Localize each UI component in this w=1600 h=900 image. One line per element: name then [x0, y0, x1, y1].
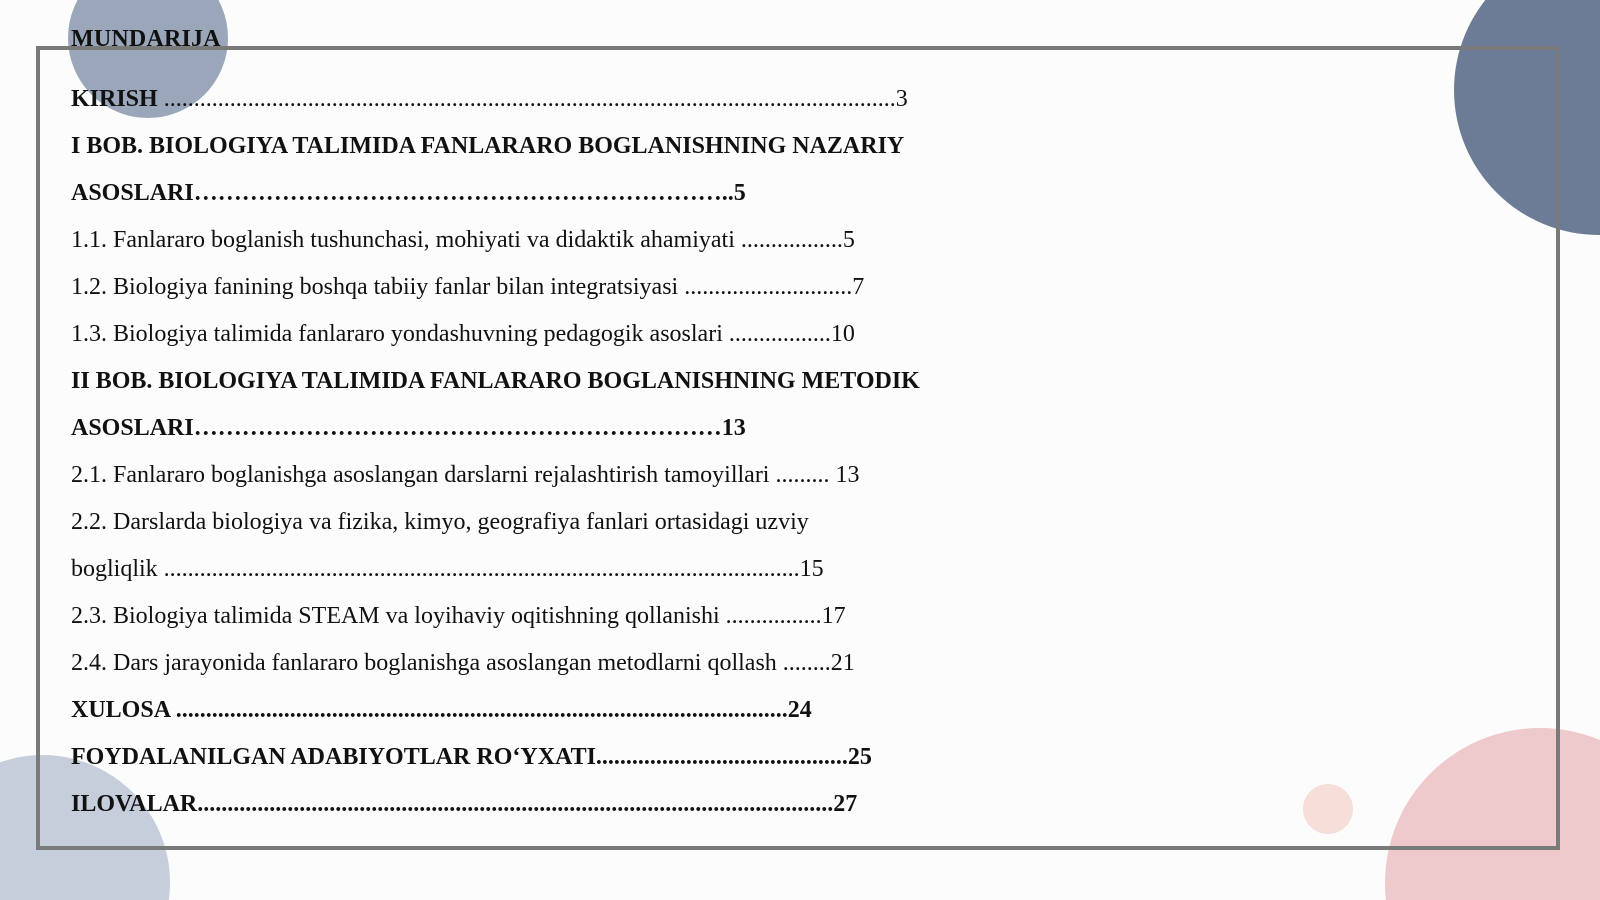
toc-entry-chapter-2-line-2: ASOSLARI…………………………………………………………13: [71, 415, 746, 441]
toc-entry-1-3: 1.3. Biologiya talimida fanlararo yondashuvning pedagogik asoslari .................10: [71, 321, 855, 347]
toc-entry-2-1: 2.1. Fanlararo boglanishga asoslangan darslarni rejalashtirish tamoyillari ......... 13: [71, 462, 860, 488]
toc-entry-adabiyotlar: FOYDALANILGAN ADABIYOTLAR RO‘YXATI..........................................25: [71, 744, 872, 770]
toc-entry-xulosa: XULOSA ......................................................................................................24: [71, 697, 812, 723]
toc-entry-chapter-2-line-1: II BOB. BIOLOGIYA TALIMIDA FANLARARO BOGLANISHNING METODIK: [71, 368, 920, 394]
toc-entry-kirish-label: KIRISH: [71, 86, 158, 112]
toc-entry-1-1: 1.1. Fanlararo boglanish tushunchasi, mohiyati va didaktik ahamiyati .................5: [71, 227, 855, 253]
toc-entry-2-2-line-1: 2.2. Darslarda biologiya va fizika, kimyo, geografiya fanlari ortasidagi uzviy: [71, 509, 809, 535]
content-frame: [36, 46, 1560, 850]
toc-entry-kirish: KIRISH ..........................................................................................................................3: [71, 86, 908, 112]
toc-entry-chapter-1-line-2: ASOSLARI…………………………………………………………..5: [71, 180, 746, 206]
toc-entry-chapter-1-line-1: I BOB. BIOLOGIYA TALIMIDA FANLARARO BOGLANISHNING NAZARIY: [71, 133, 905, 159]
toc-entry-2-2-line-2: bogliqlik ..........................................................................................................15: [71, 556, 824, 582]
toc-entry-2-3: 2.3. Biologiya talimida STEAM va loyihaviy oqitishning qollanishi ................17: [71, 603, 846, 629]
toc-entry-1-2: 1.2. Biologiya fanining boshqa tabiiy fanlar bilan integratsiyasi ............................7: [71, 274, 865, 300]
toc-entry-2-4: 2.4. Dars jarayonida fanlararo boglanishga asoslangan metodlarni qollash ........21: [71, 650, 855, 676]
toc-entry-ilovalar: ILOVALAR..........................................................................................................27: [71, 791, 858, 817]
page-title: MUNDARIJA: [71, 26, 221, 52]
